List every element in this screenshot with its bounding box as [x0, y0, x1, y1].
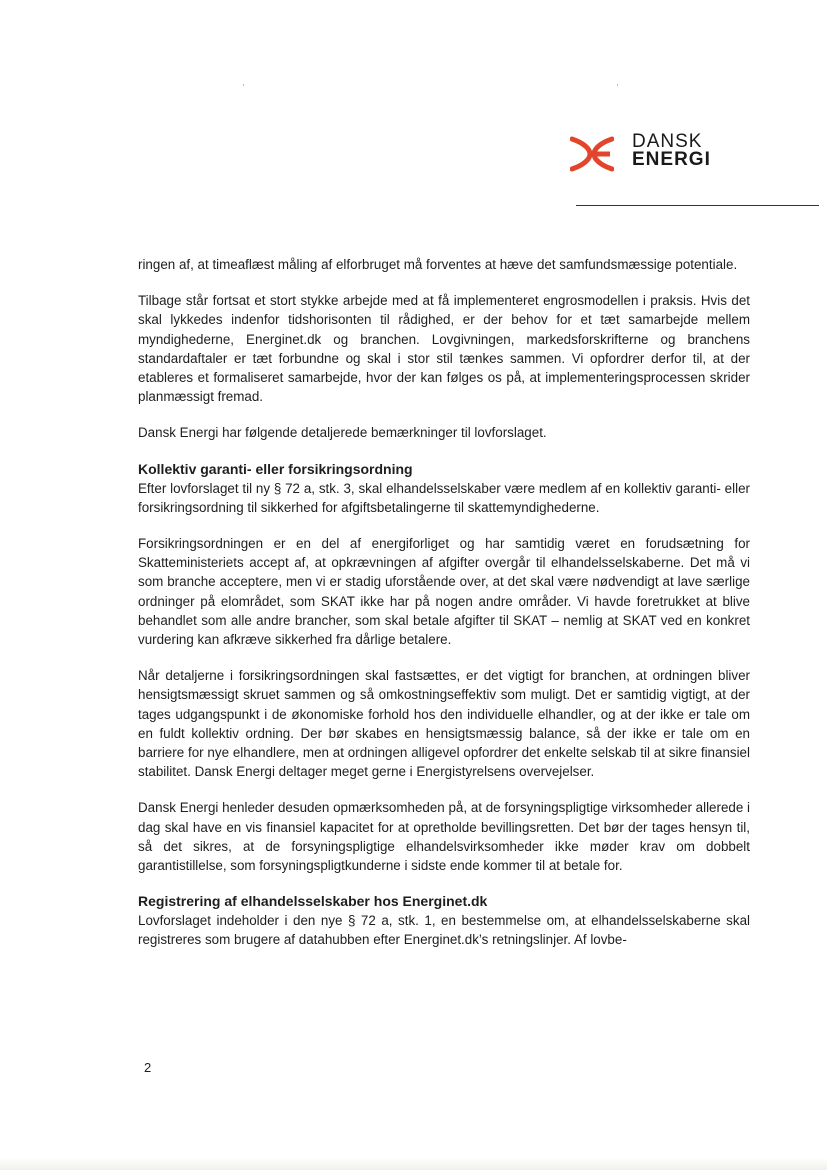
- section-heading-registrering: Registrering af elhandelsselskaber hos Energinet.dk: [138, 893, 488, 910]
- page-number: 2: [144, 1060, 152, 1075]
- logo-line-dansk: DANSK: [632, 131, 703, 152]
- dansk-energi-logo: [570, 133, 720, 175]
- body-paragraph: Lovforslaget indeholder i den nye § 72 a, stk. 1, en bestemmelse om, at elhandelsselskaberne skal registreres som brugere af datahubben efter Energinet.dk’s retningslinjer. Af lovbe-: [138, 913, 750, 948]
- section-heading-forsikringsordning: Kollektiv garanti- eller forsikringsordning: [138, 460, 413, 477]
- scan-bottom-edge: [0, 1158, 827, 1170]
- body-paragraph: Når detaljerne i forsikringsordningen skal fastsættes, er det vigtigt for branchen, at ordningen bliver hensigtsmæssigt skruet sammen og så omkostningseffektiv som muligt. Det er samtidig vigtigt, at der tages udgangspunkt i de økonomiske forhold hos den individuelle elhandler, og at der ikke er tale om en fuldt kollektiv ordning. Der bør skabes en hensigtsmæssig balance, så der ikke er tale om en barriere for nye elhandlere, men at ordningen alligevel opfordrer det enkelte selskab til at sikre finansiel stabilitet. Dansk Energi deltager meget gerne i Energistyrelsens overvejelser.: [138, 668, 750, 780]
- body-paragraph: ringen af, at timeaflæst måling af elforbruget må forventes at hæve det samfundsmæssige potentiale.: [138, 257, 738, 272]
- dansk-energi-logo-mark-icon: [570, 135, 614, 173]
- body-paragraph: Efter lovforslaget til ny § 72 a, stk. 3, skal elhandelsselskaber være medlem af en kollektiv garanti- eller forsikringsordning til sikkerhed for afgiftsbetalingerne til skattemyndighederne.: [138, 480, 750, 515]
- logo-line-energi: ENERGI: [632, 149, 711, 170]
- document-body: [138, 255, 750, 967]
- scan-speck: [617, 84, 618, 86]
- logo-wordmark: [632, 133, 711, 169]
- body-paragraph: Dansk Energi har følgende detaljerede bemærkninger til lovforslaget.: [138, 425, 547, 441]
- body-paragraph: Tilbage står fortsat et stort stykke arbejde med at få implementeret engrosmodellen i praksis. Hvis det skal lykkedes indenfor tidshorisonten til rådighed, er der behov for et tæt samarbejde mellem myndighederne, Energinet.dk og branchen. Lovgivningen, markedsforskrifterne og branchens standardaftaler er tæt forbundne og skal i stor stil tænkes sammen. Vi opfordrer derfor til, at der etableres et formaliseret samarbejde, hvor der kan følges os på, at implementeringsprocessen skrider planmæssigt fremad.: [138, 293, 750, 405]
- body-paragraph: Dansk Energi henleder desuden opmærksomheden på, at de forsyningspligtige virksomheder allerede i dag skal have en vis finansiel kapacitet for at opretholde bevillingsretten. Det bør der tages hensyn til, så det sikres, at de forsyningspligtige elhandelsvirksomheder ikke møder krav om dobbelt garantistillelse, som forsyningspligtkunderne i sidste ende kommer til at betale for.: [138, 800, 750, 874]
- body-paragraph: Forsikringsordningen er en del af energiforliget og har samtidig været en forudsætning for Skatteministeriets accept af, at opkrævningen af afgifter overgår til elhandelsselskaberne. Det må vi som branche acceptere, men vi er stadig uforstående over, at det skal være nødvendigt at lave særlige ordninger på elområdet, som SKAT ikke har på nogen andre områder. Vi havde foretrukket at blive behandlet som alle andre brancher, som skal betale afgifter til SKAT – nemlig at SKAT ved en konkret vurdering kan afkræve sikkerhed fra dårlige betalere.: [138, 536, 750, 648]
- header-divider: [576, 205, 819, 206]
- scan-speck: [243, 84, 244, 86]
